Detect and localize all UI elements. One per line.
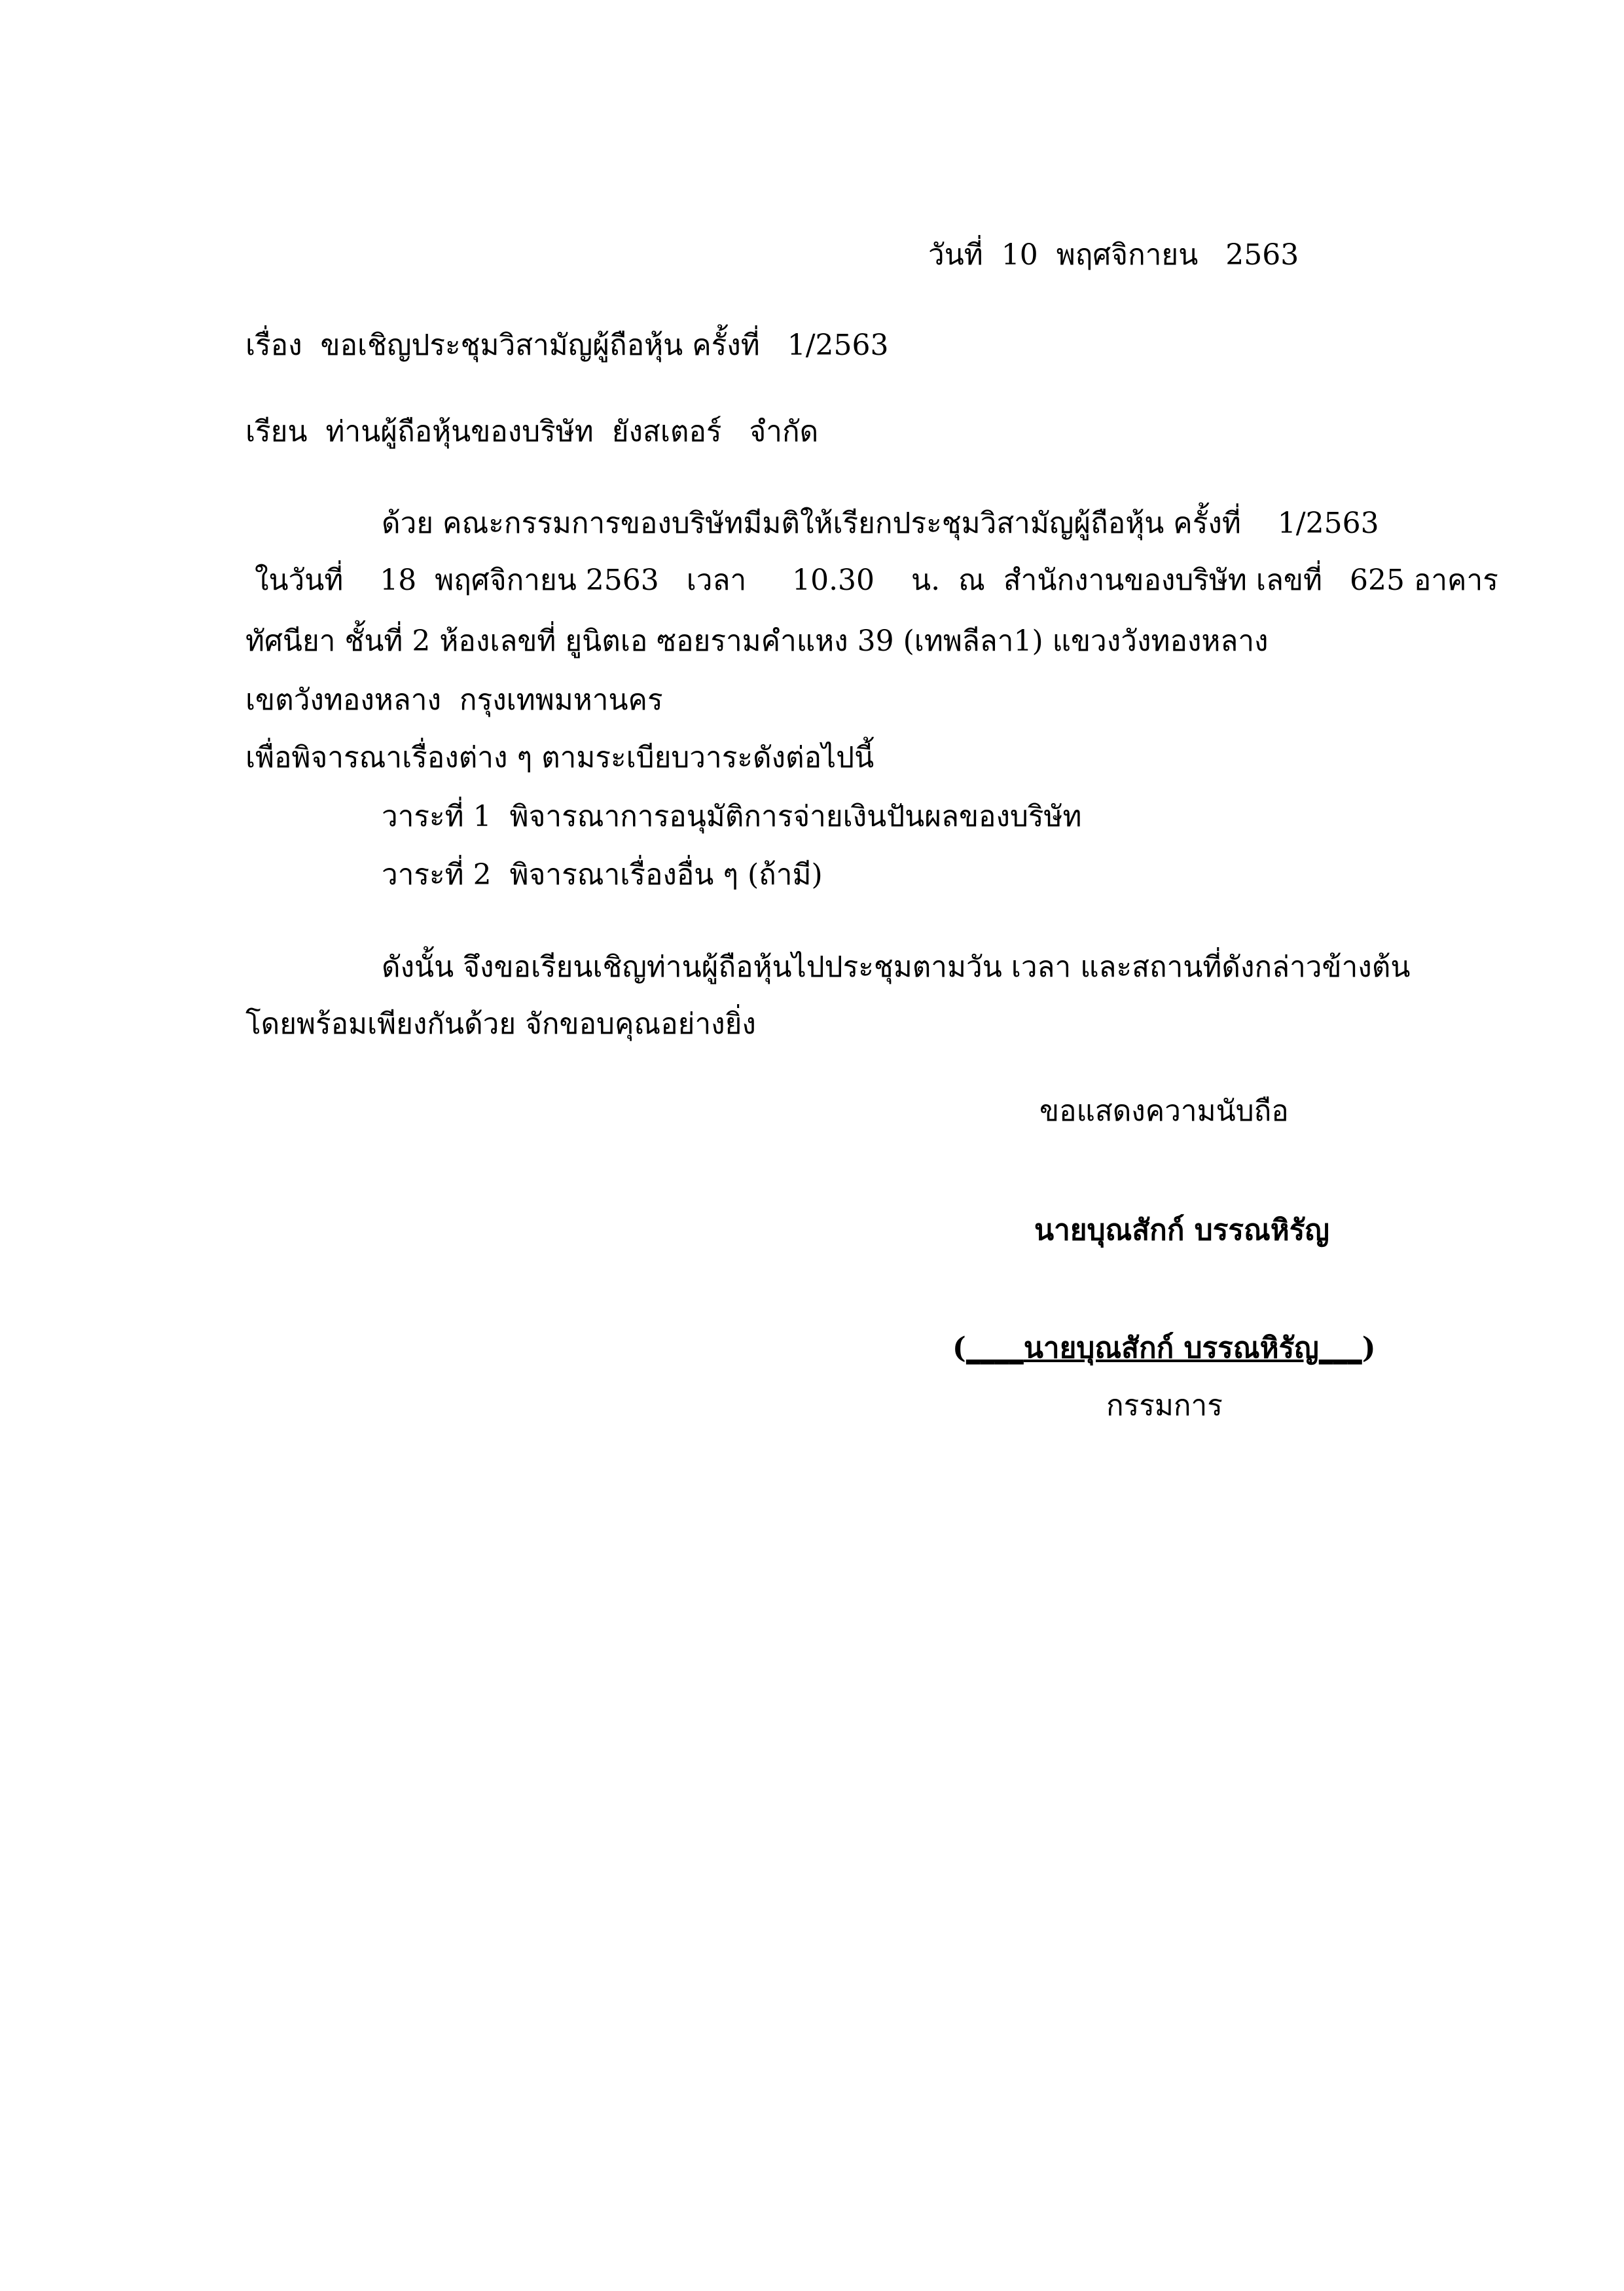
body-paragraph-2-line-1: ดังนั้น จึงขอเรียนเชิญท่านผู้ถือหุ้นไปประชุมตามวัน เวลา และสถานที่ดังกล่าวข้างต้น (382, 950, 1411, 984)
body-paragraph-1-line-1: ด้วย คณะกรรมการของบริษัทมีมติให้เรียกประชุมวิสามัญผู้ถือหุ้น ครั้งที่ 1/2563 (382, 507, 1379, 540)
agenda-item-2: วาระที่ 2 พิจารณาเรื่องอื่น ๆ (ถ้ามี) (382, 858, 823, 892)
agenda-item-1: วาระที่ 1 พิจารณาการอนุมัติการจ่ายเงินปันผลของบริษัท (382, 800, 1082, 833)
body-paragraph-1-line-5: เพื่อพิจารณาเรื่องต่าง ๆ ตามระเบียบวาระดังต่อไปนี้ (245, 741, 875, 774)
printed-name-gap-right: ___ (1318, 1331, 1362, 1365)
salutation-line: เรียน ท่านผู้ถือหุ้นของบริษัท ยังสเตอร์ จำกัด (245, 415, 819, 448)
position-title: กรรมการ (1106, 1389, 1223, 1422)
subject-line: เรื่อง ขอเชิญประชุมวิสามัญผู้ถือหุ้น ครั้งที่ 1/2563 (245, 329, 889, 362)
closing-line: ขอแสดงความนับถือ (1039, 1094, 1289, 1128)
paren-open: ( (952, 1331, 966, 1365)
paren-close: ) (1362, 1331, 1376, 1365)
printed-name-line (952, 1329, 1376, 1368)
body-paragraph-1-line-2: ในวันที่ 18 พฤศจิกายน 2563 เวลา 10.30 น. ณ สำนักงานของบริษัท เลขที่ 625 อาคาร (245, 564, 1498, 597)
body-paragraph-1-line-4: เขตวังทองหลาง กรุงเทพมหานคร (245, 683, 663, 717)
signature-name: นายบุณสักก์ บรรณหิรัญ (1034, 1214, 1329, 1247)
printed-name: นายบุณสักก์ บรรณหิรัญ (1023, 1331, 1319, 1365)
body-paragraph-2-line-2: โดยพร้อมเพียงกันด้วย จักขอบคุณอย่างยิ่ง (245, 1007, 756, 1041)
body-paragraph-1-line-3: ทัศนียา ชั้นที่ 2 ห้องเลขที่ ยูนิตเอ ซอยรามคำแหง 39 (เทพลีลา1) แขวงวังทองหลาง (245, 624, 1269, 658)
date-line: วันที่ 10 พฤศจิกายน 2563 (928, 238, 1299, 272)
printed-name-gap-left: ____ (965, 1331, 1024, 1365)
